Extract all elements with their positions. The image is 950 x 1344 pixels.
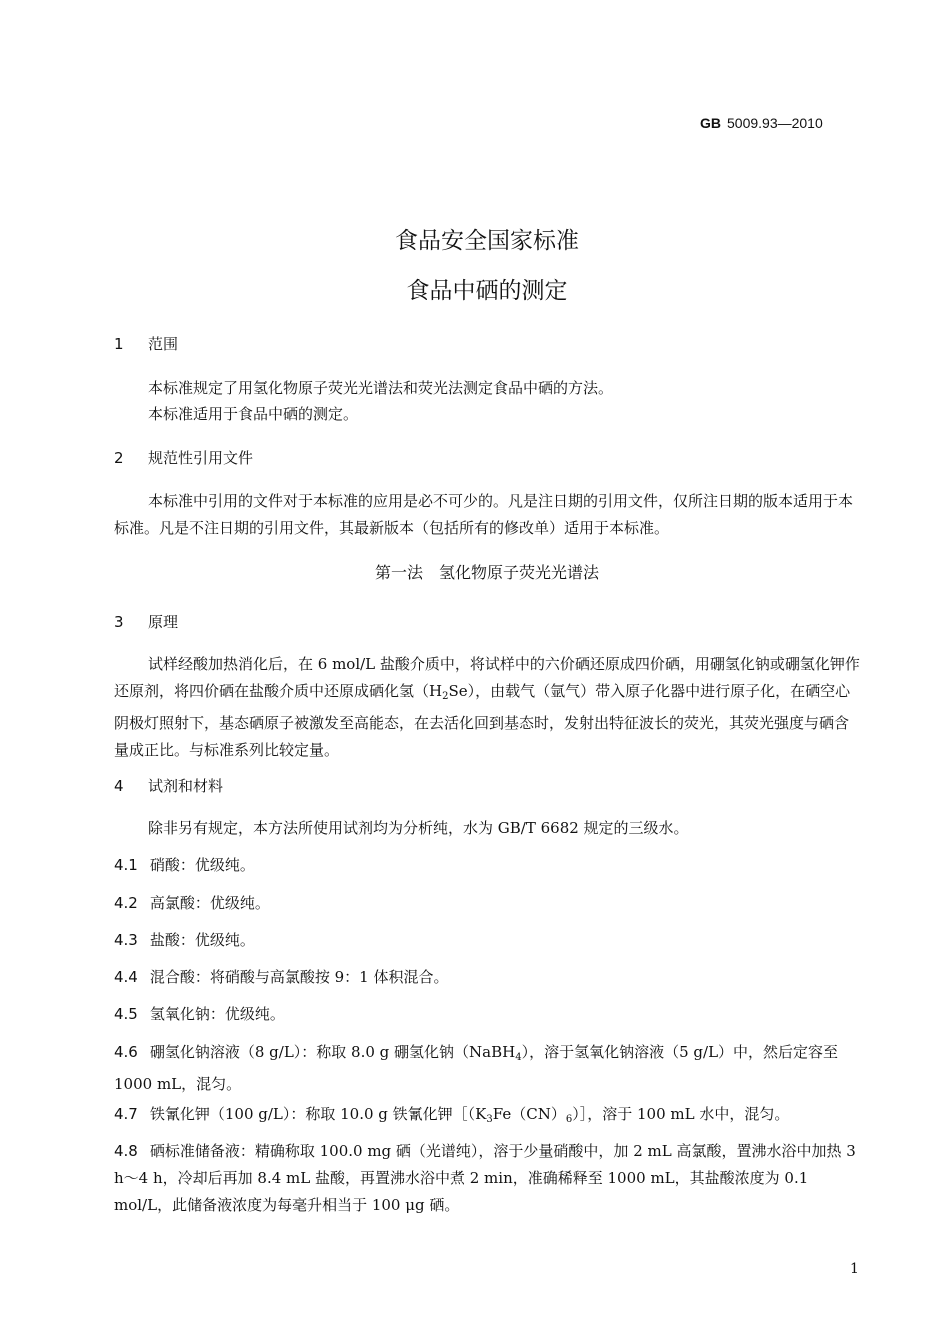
item-number: 4.4: [114, 968, 138, 986]
list-item: [114, 890, 860, 917]
item-number: 4.8: [114, 1142, 138, 1160]
standard-prefix: GB: [700, 115, 721, 131]
item-text: 硼氢化钠溶液（8 g/L）：称取 8.0 g 硼氢化钠（NaBH: [149, 1043, 516, 1061]
section-title: 试剂和材料: [148, 777, 224, 795]
paragraph: 本标准中引用的文件对于本标准的应用是必不可少的。凡是注日期的引用文件，仅所注日期的版本适用于本标准。凡是不注日期的引用文件，其最新版本（包括所有的修改单）适用于本标准。: [114, 492, 854, 537]
standard-number: 5009.93—2010: [727, 115, 823, 131]
section-number: 1: [114, 335, 124, 353]
item-text: 硝酸：优级纯。: [149, 856, 255, 874]
document-subtitle: 食品中硒的测定: [406, 278, 568, 304]
section-title: 规范性引用文件: [148, 449, 254, 467]
subscript: 6: [565, 1114, 573, 1125]
list-item: [114, 1138, 860, 1219]
section-4-heading: [114, 775, 223, 796]
list-item: [114, 1039, 860, 1098]
section-3-heading: [114, 611, 178, 632]
item-text: 氢氧化钠：优级纯。: [149, 1005, 285, 1023]
list-item: [114, 927, 860, 954]
paragraph: 本标准规定了用氢化物原子荧光光谱法和荧光法测定食品中硒的方法。: [148, 379, 614, 397]
subscript: 3: [486, 1114, 493, 1125]
method-title: 第一法 氢化物原子荧光光谱法: [374, 563, 599, 582]
item-text: Fe（CN）: [492, 1105, 566, 1123]
section-number: 2: [114, 449, 124, 467]
paragraph: 本标准适用于食品中硒的测定。: [148, 405, 359, 423]
section-number: 4: [114, 777, 124, 795]
item-number: 4.1: [114, 856, 138, 874]
item-text: 硒标准储备液：精确称取 100.0 mg 硒（光谱纯），溶于少量硝酸中，加 2 mL 高氯酸，置沸水浴中加热 3 h～4 h，冷却后再加 8.4 mL 盐酸，再置沸水浴中煮 2 min，准确稀释至 1000 mL，其盐酸浓度为 0.1 mol/L，此储备液浓度为每毫升相当于 100 μg 硒。: [114, 1142, 856, 1214]
item-number: 4.2: [114, 894, 138, 912]
section-number: 3: [114, 613, 124, 631]
paragraph: [114, 651, 860, 764]
list-item: [114, 964, 860, 991]
item-text: 高氯酸：优级纯。: [149, 894, 270, 912]
section-title: 范围: [148, 335, 179, 353]
item-number: 4.5: [114, 1005, 138, 1023]
text-run: 试样经酸加热消化后，在 6 mol/L 盐酸介质中，将试样中的六价硒还原成四价硒，用硼氢化钠或硼氢化钾作还原剂，将四价硒在盐酸介质中还原成硒化氢（H: [114, 655, 860, 700]
paragraph: 除非另有规定，本方法所使用试剂均为分析纯，水为 GB/T 6682 规定的三级水。: [148, 819, 689, 837]
list-item: [114, 1001, 860, 1028]
list-item: [114, 852, 860, 879]
section-2-heading: [114, 447, 253, 468]
item-text: 混合酸：将硝酸与高氯酸按 9：1 体积混合。: [149, 968, 449, 986]
document-title: 食品安全国家标准: [395, 228, 579, 254]
standard-code: [700, 115, 823, 131]
section-title: 原理: [148, 613, 179, 631]
subscript: 2: [442, 691, 449, 702]
item-text: ），溶于氢氧化钠溶液（5 g/L）中，然后定容至 1000 mL，混匀。: [114, 1043, 839, 1093]
subscript: 4: [515, 1052, 522, 1063]
item-number: 4.6: [114, 1043, 138, 1061]
item-text: 盐酸：优级纯。: [149, 931, 255, 949]
section-1-heading: [114, 333, 178, 354]
item-text: 铁氰化钾（100 g/L）：称取 10.0 g 铁氰化钾［（K: [149, 1105, 487, 1123]
item-number: 4.3: [114, 931, 138, 949]
text-run: Se），由载气（氩气）带入原子化器中进行原子化，在硒空心阴极灯照射下，基态硒原子被激发至高能态，在去活化回到基态时，发射出特征波长的荧光，其荧光强度与硒含量成正比。与标准系列比较定量。: [114, 682, 851, 759]
page-number: 1: [850, 1261, 859, 1277]
item-text: ）］，溶于 100 mL 水中，混匀。: [572, 1105, 790, 1123]
list-item: [114, 1101, 860, 1133]
item-number: 4.7: [114, 1105, 138, 1123]
